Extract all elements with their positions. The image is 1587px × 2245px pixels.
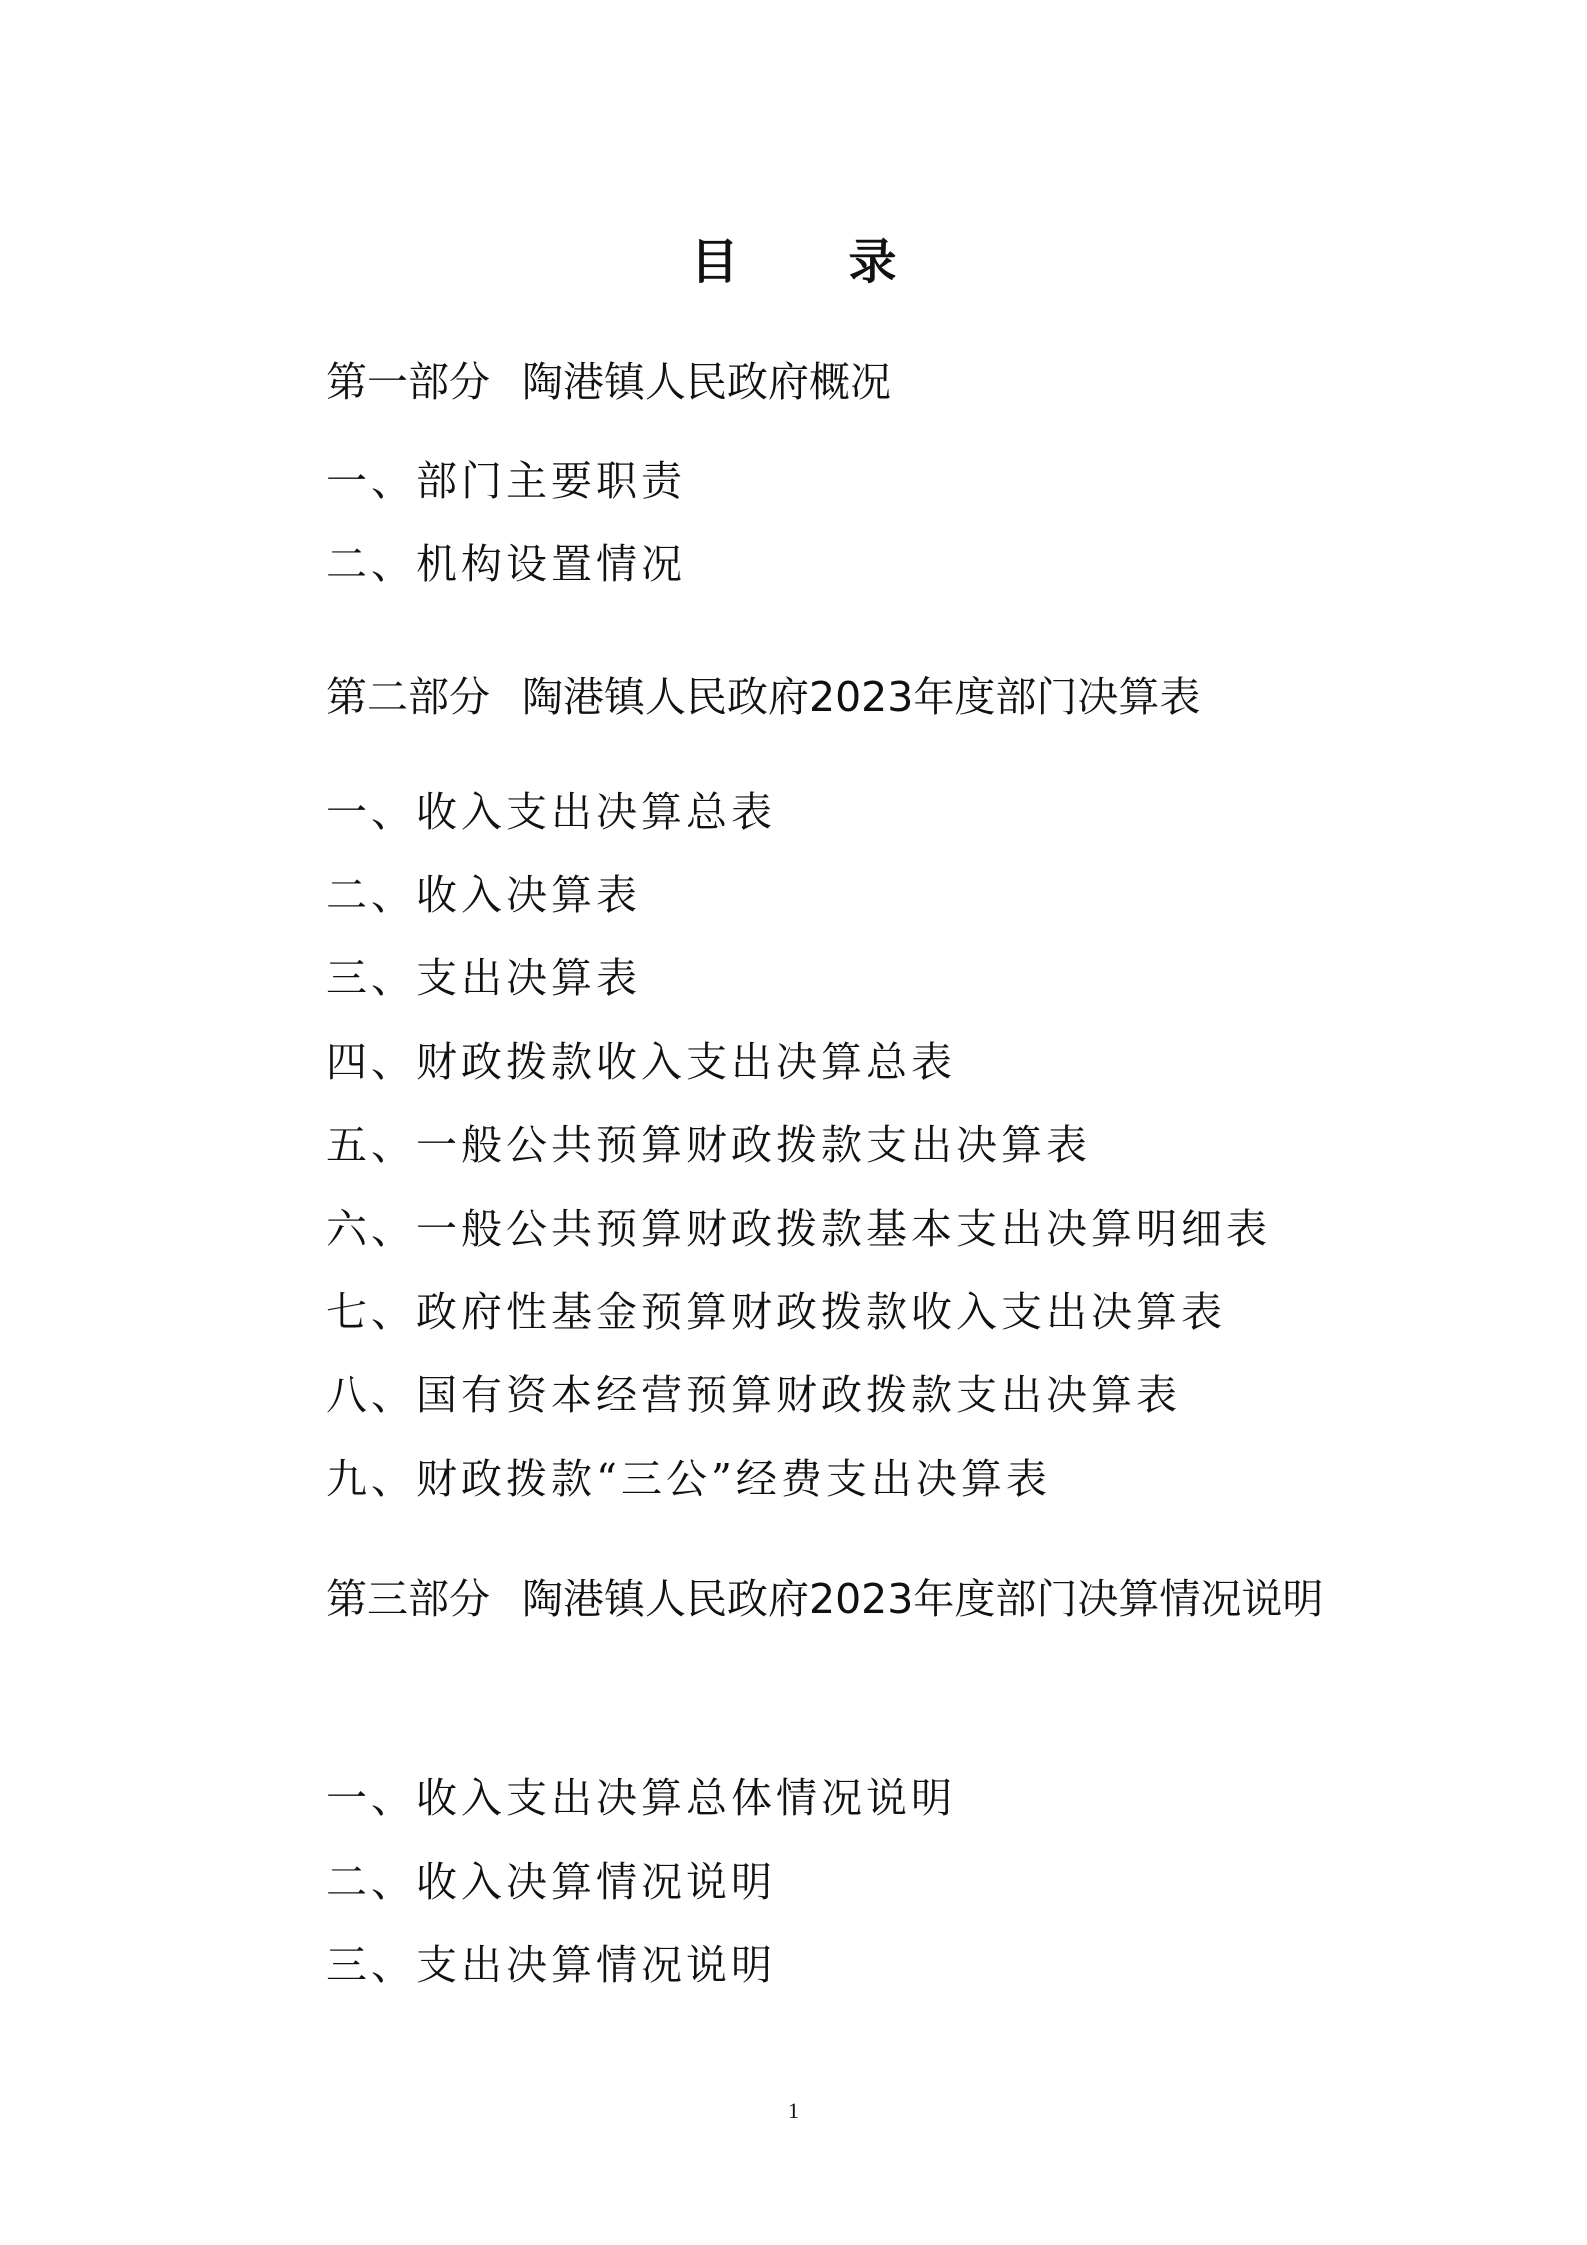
part-3-title: 陶港镇人民政府2023年度部门决算情况说明 xyxy=(522,1575,1324,1623)
part-2-heading xyxy=(326,672,1200,722)
part-2-item-5: 五、一般公共预算财政拨款支出决算表 xyxy=(326,1121,1091,1169)
part-2-item-2: 二、收入决算表 xyxy=(326,871,641,919)
part-1-item-2: 二、机构设置情况 xyxy=(326,540,686,588)
part-2-title: 陶港镇人民政府2023年度部门决算表 xyxy=(522,673,1201,721)
part-2-item-6: 六、一般公共预算财政拨款基本支出决算明细表 xyxy=(326,1205,1271,1253)
part-1-label: 第一部分 xyxy=(326,358,490,406)
part-3-heading xyxy=(241,1556,1351,1642)
part-2-item-4: 四、财政拨款收入支出决算总表 xyxy=(326,1038,956,1086)
part-1-heading xyxy=(326,357,891,407)
part-2-item-7: 七、政府性基金预算财政拨款收入支出决算表 xyxy=(326,1288,1226,1336)
page-title: 目录 xyxy=(690,234,1007,290)
part-2-item-3: 三、支出决算表 xyxy=(326,954,641,1002)
part-2-item-8: 八、国有资本经营预算财政拨款支出决算表 xyxy=(326,1371,1181,1419)
part-3-item-1: 一、收入支出决算总体情况说明 xyxy=(326,1774,956,1822)
part-3-item-2: 二、收入决算情况说明 xyxy=(326,1858,776,1906)
part-2-item-1: 一、收入支出决算总表 xyxy=(326,788,776,836)
part-3-label: 第三部分 xyxy=(326,1575,490,1623)
part-1-item-1: 一、部门主要职责 xyxy=(326,457,686,505)
page-number: 1 xyxy=(788,2098,799,2123)
part-2-item-9: 九、财政拨款“三公”经费支出决算表 xyxy=(326,1455,1051,1503)
part-2-label: 第二部分 xyxy=(326,673,490,721)
part-1-title: 陶港镇人民政府概况 xyxy=(522,358,891,406)
part-3-item-3: 三、支出决算情况说明 xyxy=(326,1941,776,1989)
